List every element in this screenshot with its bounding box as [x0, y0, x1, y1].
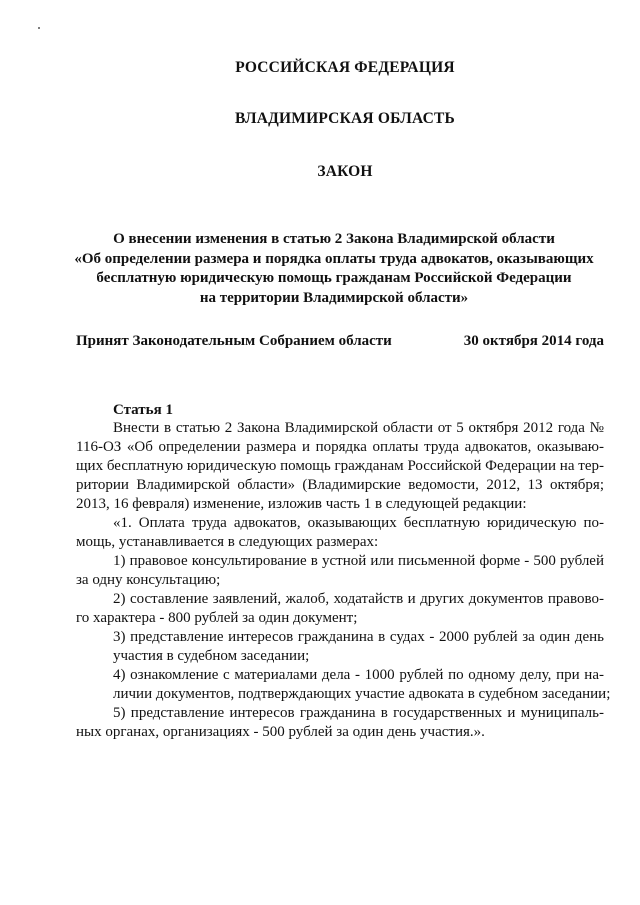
scan-artifact	[38, 27, 40, 29]
article-heading: Статья 1	[113, 402, 173, 418]
article-line: личии документов, подтверждающих участие адвоката в судебном заседании;	[113, 686, 611, 702]
adopted-by: Принят Законодательным Собранием области	[76, 333, 392, 349]
federation-heading: РОССИЙСКАЯ ФЕДЕРАЦИЯ	[235, 59, 455, 76]
region-heading: ВЛАДИМИРСКАЯ ОБЛАСТЬ	[235, 110, 455, 127]
article-line: 2013, 16 февраля) изменение, изложив часть 1 в следующей редакции:	[76, 496, 527, 512]
article-line: «1. Оплата труда адвокатов, оказывающих бесплатную юридическую по-	[113, 515, 604, 531]
article-line: го характера - 800 рублей за один документ;	[76, 610, 358, 626]
article-line: Внести в статью 2 Закона Владимирской области от 5 октября 2012 года №	[113, 420, 604, 436]
article-line: 5) представление интересов гражданина в государственных и муниципаль-	[113, 705, 604, 721]
article-line: щих бесплатную юридическую помощь гражданам Российской Федерации на тер-	[76, 458, 604, 474]
document-type-heading: ЗАКОН	[317, 163, 373, 180]
article-line: 3) представление интересов гражданина в судах - 2000 рублей за один день	[113, 629, 604, 645]
article-line: мощь, устанавливается в следующих размерах:	[76, 534, 379, 550]
law-title-line: на территории Владимирской области»	[199, 289, 469, 306]
article-line: ных органах, организациях - 500 рублей за один день участия.».	[76, 724, 485, 740]
article-line: 1) правовое консультирование в устной или письменной форме - 500 рублей	[113, 553, 604, 569]
article-line: 2) составление заявлений, жалоб, ходатайств и других документов правово-	[113, 591, 604, 607]
article-line: 116-ОЗ «Об определении размера и порядка оплаты труда адвокатов, оказываю-	[76, 439, 604, 455]
law-title-line: «Об определении размера и порядка оплаты труда адвокатов, оказывающих	[74, 250, 594, 267]
law-title-line: бесплатную юридическую помощь гражданам Российской Федерации	[96, 270, 572, 286]
law-title-line: О внесении изменения в статью 2 Закона Владимирской области	[113, 231, 555, 247]
article-line: участия в судебном заседании;	[113, 648, 310, 664]
article-line: за одну консультацию;	[76, 572, 221, 588]
law-title	[0, 230, 640, 308]
adoption-date: 30 октября 2014 года	[463, 333, 604, 349]
article-line: 4) ознакомление с материалами дела - 1000 рублей по одному делу, при на-	[113, 667, 604, 683]
article-line: ритории Владимирской области» (Владимирские ведомости, 2012, 13 октября;	[76, 477, 604, 493]
